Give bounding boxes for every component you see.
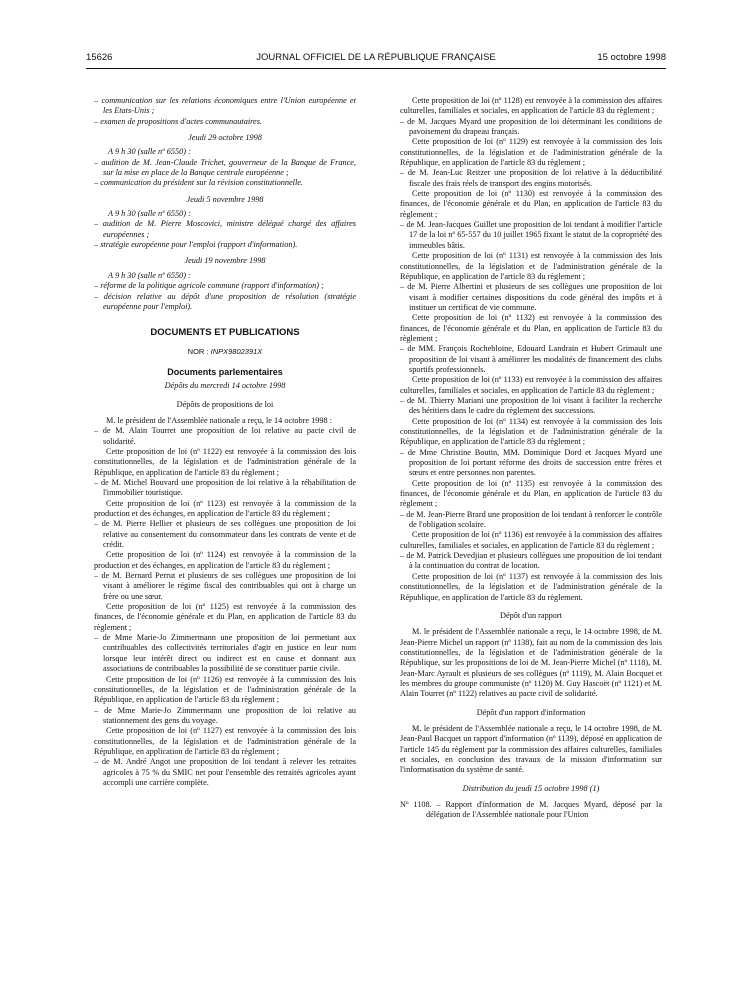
meeting-time: A 9 h 30 (salle nº 6550) : [108,270,191,280]
journal-title: JOURNAL OFFICIEL DE LA RÉPUBLIQUE FRANÇAISE [256,52,496,63]
proposal-referral: Cette proposition de loi (nº 1125) est renvoyée à la commission des finances, de l'économie générale et du Plan, en application de l'article 83 du règlement ; [94,602,356,632]
proposal-referral: Cette proposition de loi (nº 1131) est renvoyée à la commission des lois constitutionnelles, de la législation et de l'administration générale de la République, en application de l'article 83 du règlement ; [400,251,662,281]
meeting-time: A 9 h 30 (salle nº 6550) : [108,147,191,157]
proposal-author: – de M. Jacques Myard une proposition de loi déterminant les conditions de pavoisement du drapeau français. [400,117,662,138]
proposal-author: – de Mme Marie-Jo Zimmermann une proposition de loi relative au stationnement des gens du voyage. [94,706,356,727]
proposal-referral: Cette proposition de loi (nº 1130) est renvoyée à la commission des finances, de l'économie générale et du Plan, en application de l'article 83 du règlement ; [400,189,662,219]
right-column [400,96,662,956]
proposal-author: – de M. Pierre Albertini et plusieurs de ses collègues une proposition de loi visant à modifier certaines dispositions du code général des impôts et à instituer un certificat de vie commune. [400,282,662,313]
deposits-date: Dépôts du mercredi 14 octobre 1998 [164,381,286,391]
agenda-item: – communication sur les relations économiques entre l'Union européenne et les Etats-Unis ; [94,96,356,117]
info-report-heading: Dépôt d'un rapport d'information [476,707,586,717]
proposal-author: – de M. Jean-Pierre Brard une proposition de loi tendant à renforcer le contrôle de l'obligation scolaire. [400,510,662,531]
proposal-author: – de MM. François Rochebloine, Edouard Landrain et Hubert Grimault une proposition de loi visant à améliorer les modalités de financement des clubs sportifs professionnels. [400,344,662,375]
header-rule [86,68,666,69]
proposal-referral: Cette proposition de loi (nº 1124) est renvoyée à la commission de la production et des échanges, en application de l'article 83 du règlement ; [94,550,356,570]
proposal-referral: Cette proposition de loi (nº 1137) est renvoyée à la commission des lois constitutionnelles, de la législation et de l'administration générale de la République, en application de l'article 83 du règlement. [400,571,662,602]
deposits-heading: Dépôts de propositions de loi [176,399,274,409]
meeting-date: Jeudi 29 octobre 1998 [188,133,262,143]
agenda-item: – réforme de la politique agricole commune (rapport d'information) ; [94,281,356,291]
proposal-referral: Cette proposition de loi (nº 1133) est renvoyée à la commission des affaires culturelles, familiales et sociales, en application de l'article 83 du règlement ; [400,375,662,395]
info-report-text: M. le président de l'Assemblée nationale a reçu, le 14 octobre 1998, de M. Jean-Paul Bacquet un rapport d'information (nº 1139), déposé en application de l'article 145 du règlement par la commission des affaires culturelles, familiales et sociales, en conclusion des travaux de la mission d'information sur l'informatisation du système de santé. [400,723,662,775]
meeting-time: A 9 h 30 (salle nº 6550) : [108,209,191,219]
agenda-item: – audition de M. Pierre Moscovici, ministre délégué chargé des affaires européennes ; [94,219,356,240]
agenda-item: – décision relative au dépôt d'une proposition de résolution (stratégie européenne pour l'emploi). [94,292,356,313]
proposal-author: – de M. Jean-Jacques Guillet une proposition de loi tendant à modifier l'article 17 de la loi nº 65-557 du 10 juillet 1965 fixant le statut de la copropriété des immeubles bâtis. [400,220,662,251]
subsection-title: Documents parlementaires [167,366,283,377]
proposal-author: – de M. Patrick Devedjian et plusieurs collègues une proposition de loi tendant à la continuation du contrat de location. [400,551,662,572]
proposal-author: – de Mme Marie-Jo Zimmermann une proposition de loi permettant aux contribuables des collectivités territoriales d'agir en justice en leur nom lorsque leur intérêt direct ou indirect est en cause et donnant aux associations de contribuables la possibilité de se constituer partie civile. [94,633,356,674]
nor-reference [94,347,356,357]
meeting-date: Jeudi 5 novembre 1998 [186,194,264,204]
agenda-item: – examen de propositions d'actes communautaires. [94,117,356,127]
proposal-author: – de M. Michel Bouvard une proposition de loi relative à la réhabilitation de l'immobilier touristique. [94,478,356,499]
report-text: M. le président de l'Assemblée nationale a reçu, le 14 octobre 1998, de M. Jean-Pierre Michel un rapport (nº 1138), fait au nom de la commission des lois constitutionnelles, de la législation et de l'administration générale de la République, sur les propositions de loi de M. Jean-Pierre Michel (nº 1118), M. Jean-Marc Ayrault et plusieurs de ses collègues (nº 1119), M. Alain Bocquet et les membres du groupe communiste (nº 1120) M. Guy Hascoët (nº 1121) et M. Alain Tourret (nº 1122) relatives au pacte civil de solidarité. [400,627,662,699]
proposal-referral: Cette proposition de loi (nº 1129) est renvoyée à la commission des lois constitutionnelles, de la législation et de l'administration générale de la République, en application de l'article 83 du règlement ; [400,137,662,168]
proposal-referral: Cette proposition de loi (nº 1123) est renvoyée à la commission de la production et des échanges, en application de l'article 83 du règlement ; [94,498,356,518]
proposal-referral: Cette proposition de loi (nº 1136) est renvoyée à la commission des affaires culturelles, familiales et sociales, en application de l'article 83 du règlement ; [400,530,662,550]
issue-date: 15 octobre 1998 [597,52,666,63]
proposal-referral: Cette proposition de loi (nº 1134) est renvoyée à la commission des lois constitutionnelles, de la législation et de l'administration générale de la République, en application de l'article 83 du règlement ; [400,416,662,447]
proposal-referral: Cette proposition de loi (nº 1126) est renvoyée à la commission des lois constitutionnelles, de la législation et de l'administration générale de la République, en application de l'article 83 du règlement ; [94,674,356,705]
intro-text: M. le président de l'Assemblée nationale a reçu, le 14 octobre 1998 : [106,415,332,425]
proposal-referral: Cette proposition de loi (nº 1132) est renvoyée à la commission des finances, de l'économie générale et du Plan, en application de l'article 83 du règlement ; [400,313,662,343]
proposal-author: – de M. Jean-Luc Reitzer une proposition de loi relative à la déductibilité fiscale des frais réels de transport des engins motorisés. [400,168,662,189]
proposal-author: – de Mme Christine Boutin, MM. Dominique Dord et Jacques Myard une proposition de loi portant réforme des droits de succession entre frères et sœurs et entre personnes non parentes. [400,448,662,479]
agenda-item: – communication du président sur la révision constitutionnelle. [94,178,356,188]
agenda-item: – stratégie européenne pour l'emploi (rapport d'information). [94,240,356,250]
agenda-item: – audition de M. Jean-Claude Trichet, gouverneur de la Banque de France, sur la mise en place de la Banque centrale européenne ; [94,158,356,179]
proposal-author: – de M. Alain Tourret une proposition de loi relative au pacte civil de solidarité. [94,426,356,447]
nor-value: INPX9802391X [210,346,263,356]
section-title: DOCUMENTS ET PUBLICATIONS [150,327,300,339]
proposal-author: – de M. Thierry Mariani une proposition de loi visant à faciliter la recherche des héritiers dans le cadre du règlement des successions. [400,396,662,417]
distribution-heading: Distribution du jeudi 15 octobre 1998 (1) [462,783,600,793]
proposal-referral: Cette proposition de loi (nº 1127) est renvoyée à la commission des lois constitutionnelles, de la législation et de l'administration générale de la République, en application de l'article 83 du règlement ; [94,726,356,756]
left-column [94,96,356,956]
proposal-author: – de M. Pierre Hellier et plusieurs de ses collègues une proposition de loi relative au consentement du consommateur dans les contrats de vente et de crédit. [94,519,356,550]
proposal-referral: Cette proposition de loi (nº 1128) est renvoyée à la commission des affaires culturelles, familiales et sociales, en application de l'article 83 du règlement ; [400,96,662,116]
proposal-author: – de M. André Angot une proposition de loi tendant à relever les retraites agricoles à 75 % du SMIC net pour l'ensemble des retraités agricoles ayant accompli une carrière complète. [94,757,356,788]
page-number: 15626 [86,52,113,63]
nor-label: NOR : [187,346,209,356]
distribution-item: Nº 1108. – Rapport d'information de M. Jacques Myard, déposé par la délégation de l'Assemblée nationale pour l'Union [400,800,662,820]
proposal-author: – de M. Bernard Perrut et plusieurs de ses collègues une proposition de loi visant à améliorer le régime fiscal des contribuables qui ont à charge un frère ou une sœur. [94,571,356,602]
report-heading: Dépôt d'un rapport [500,610,562,620]
page-header [86,52,666,66]
proposal-referral: Cette proposition de loi (nº 1122) est renvoyée à la commission des lois constitutionnelles, de la législation et de l'administration générale de la République, en application de l'article 83 du règlement ; [94,446,356,477]
proposal-referral: Cette proposition de loi (nº 1135) est renvoyée à la commission des finances, de l'économie générale et du Plan, en application de l'article 83 du règlement ; [400,478,662,509]
meeting-date: Jeudi 19 novembre 1998 [184,256,266,266]
